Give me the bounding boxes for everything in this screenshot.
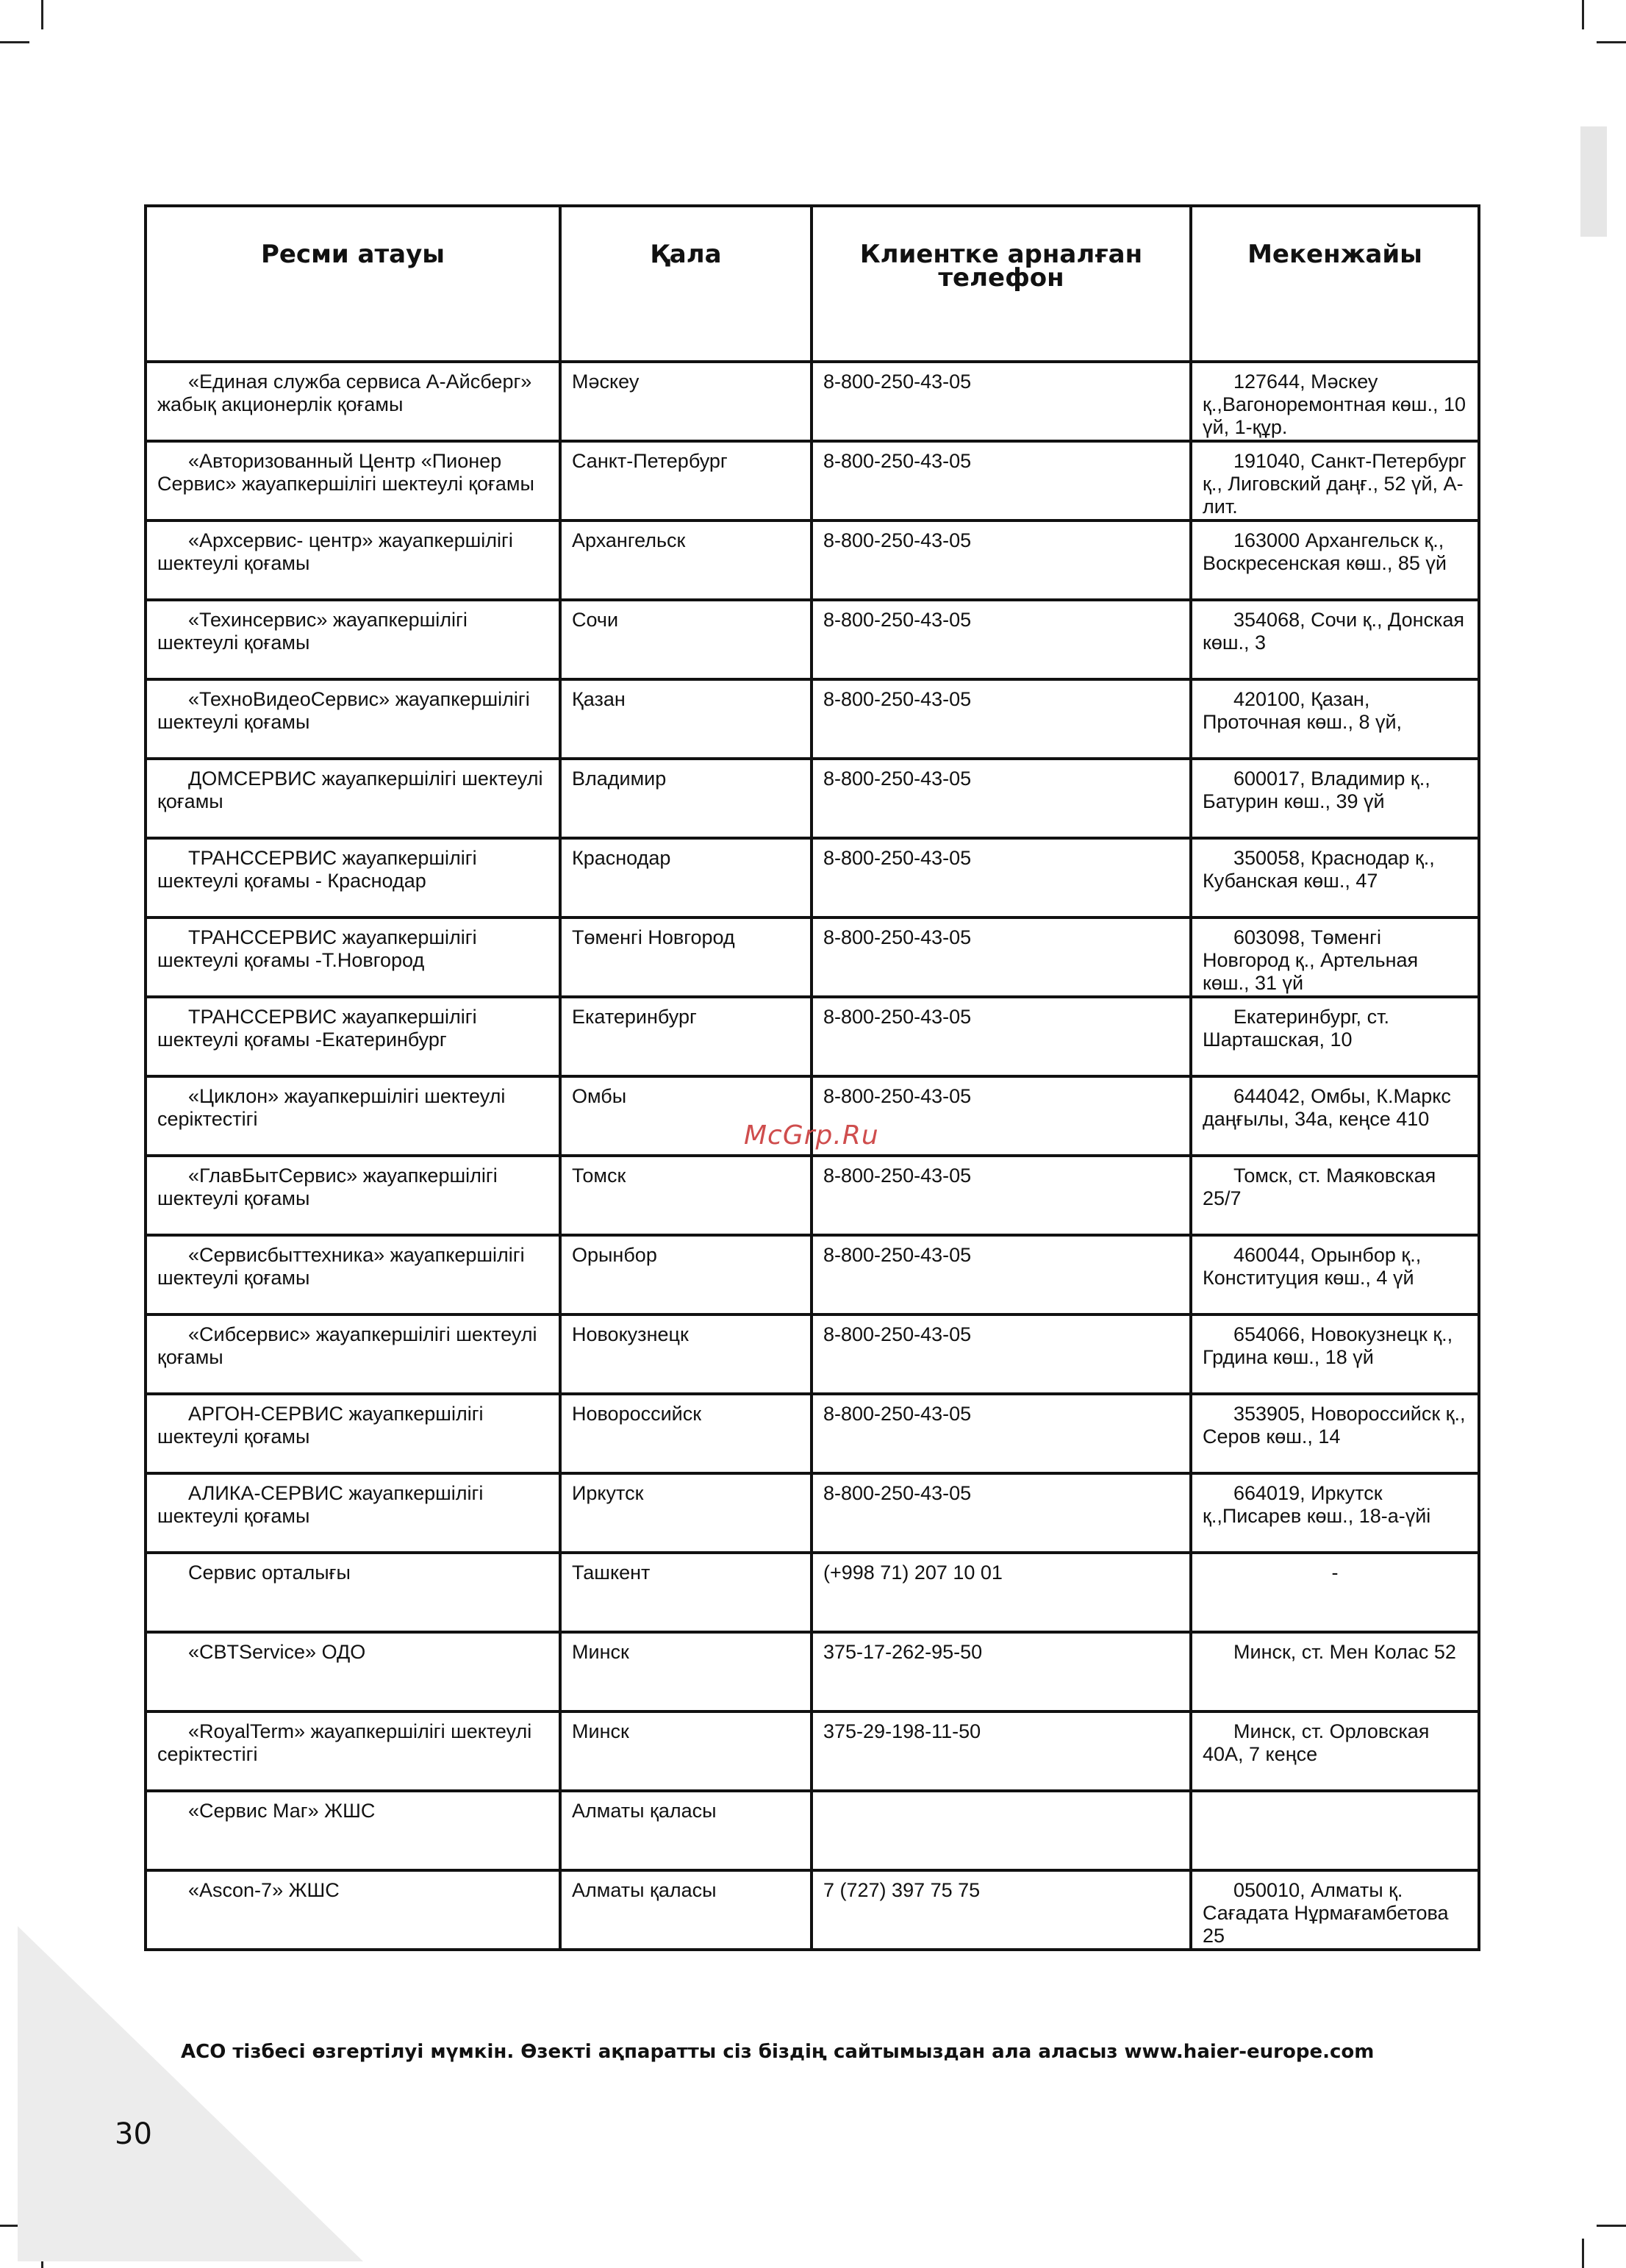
cell-city: Краснодар xyxy=(560,838,812,917)
cell-city: Қазан xyxy=(560,679,812,759)
cell-address: 664019, Иркутск қ.,Писарев көш., 18-а-үйі xyxy=(1191,1473,1479,1553)
cell-address: 191040, Санкт-Петербург қ., Лиговский даңғ., 52 үй, А-лит. xyxy=(1191,441,1479,521)
table-row xyxy=(146,600,1479,679)
header-official-name: Ресми атауы xyxy=(146,206,560,362)
cell-phone: 8-800-250-43-05 xyxy=(812,362,1191,441)
cell-address: 163000 Архангельск қ., Воскресенская көш., 85 үй xyxy=(1191,521,1479,600)
cell-phone: 8-800-250-43-05 xyxy=(812,838,1191,917)
footer-note: АСО тізбесі өзгертілуі мүмкін. Өзекті ақпаратты сіз біздің сайтымыздан ала аласыз www.haier-europe.com xyxy=(181,2041,1375,2063)
table-row xyxy=(146,1791,1479,1870)
cell-phone: 375-29-198-11-50 xyxy=(812,1711,1191,1791)
cell-name: «ГлавБытСервис» жауапкершілігі шектеулі қоғамы xyxy=(146,1156,560,1235)
cell-city: Минск xyxy=(560,1711,812,1791)
cell-name: «RoyalTerm» жауапкершілігі шектеулі серіктестігі xyxy=(146,1711,560,1791)
table-row xyxy=(146,838,1479,917)
crop-mark xyxy=(41,0,43,29)
cell-name: АРГОН-СЕРВИС жауапкершілігі шектеулі қоғамы xyxy=(146,1394,560,1473)
table-row xyxy=(146,1632,1479,1711)
cell-phone: 8-800-250-43-05 xyxy=(812,997,1191,1076)
cell-city: Орынбор xyxy=(560,1235,812,1314)
table-row xyxy=(146,1553,1479,1632)
cell-phone: (+998 71) 207 10 01 xyxy=(812,1553,1191,1632)
cell-address xyxy=(1191,1791,1479,1870)
cell-name: АЛИКА-СЕРВИС жауапкершілігі шектеулі қоғамы xyxy=(146,1473,560,1553)
cell-address: 644042, Омбы, К.Маркс даңғылы, 34а, кеңсе 410 xyxy=(1191,1076,1479,1156)
cell-name: «Сервис Маг» ЖШС xyxy=(146,1791,560,1870)
cell-city: Алматы қаласы xyxy=(560,1870,812,1950)
table-row xyxy=(146,1156,1479,1235)
cell-name: Сервис орталығы xyxy=(146,1553,560,1632)
cell-city: Новокузнецк xyxy=(560,1314,812,1394)
cell-name: ДОМСЕРВИС жауапкершілігі шектеулі қоғамы xyxy=(146,759,560,838)
table-row xyxy=(146,997,1479,1076)
cell-address: 460044, Орынбор қ., Конституция көш., 4 үй xyxy=(1191,1235,1479,1314)
cell-address: 654066, Новокузнецк қ., Грдина көш., 18 үй xyxy=(1191,1314,1479,1394)
cell-name: «Авторизованный Центр «Пионер Сервис» жауапкершілігі шектеулі қоғамы xyxy=(146,441,560,521)
cell-city: Томск xyxy=(560,1156,812,1235)
cell-address: 354068, Сочи қ., Донская көш., 3 xyxy=(1191,600,1479,679)
cell-phone: 8-800-250-43-05 xyxy=(812,1473,1191,1553)
cell-phone: 8-800-250-43-05 xyxy=(812,521,1191,600)
cell-address: 350058, Краснодар қ., Кубанская көш., 47 xyxy=(1191,838,1479,917)
cell-phone: 8-800-250-43-05 xyxy=(812,1314,1191,1394)
cell-name: ТРАНССЕРВИС жауапкершілігі шектеулі қоғамы -Екатеринбург xyxy=(146,997,560,1076)
cell-city: Новороссийск xyxy=(560,1394,812,1473)
cell-address: 050010, Алматы қ. Сағадата Нұрмағамбетова 25 xyxy=(1191,1870,1479,1950)
cell-city: Минск xyxy=(560,1632,812,1711)
cell-city: Иркутск xyxy=(560,1473,812,1553)
cell-address: 127644, Мәскеу қ.,Вагоноремонтная көш., 10 үй, 1-құр. xyxy=(1191,362,1479,441)
crop-mark xyxy=(1582,2239,1584,2268)
crop-mark xyxy=(1597,41,1626,43)
cell-phone: 8-800-250-43-05 xyxy=(812,1394,1191,1473)
cell-address: Томск, ст. Маяковская 25/7 xyxy=(1191,1156,1479,1235)
cell-city: Екатеринбург xyxy=(560,997,812,1076)
cell-city: Архангельск xyxy=(560,521,812,600)
table-row xyxy=(146,441,1479,521)
cell-city: Санкт-Петербург xyxy=(560,441,812,521)
table-row xyxy=(146,1314,1479,1394)
cell-city: Алматы қаласы xyxy=(560,1791,812,1870)
cell-address: - xyxy=(1191,1553,1479,1632)
table-row xyxy=(146,1870,1479,1950)
crop-mark xyxy=(0,41,29,43)
cell-name: «Циклон» жауапкершілігі шектеулі серіктестігі xyxy=(146,1076,560,1156)
cell-name: «Архсервис- центр» жауапкершілігі шектеулі қоғамы xyxy=(146,521,560,600)
cell-city: Омбы xyxy=(560,1076,812,1156)
cell-name: «Сервисбыттехника» жауапкершілігі шектеулі қоғамы xyxy=(146,1235,560,1314)
table-row xyxy=(146,1394,1479,1473)
table-header-row xyxy=(146,206,1479,362)
service-centers-table xyxy=(144,204,1480,1951)
cell-name: «Единая служба сервиса А-Айсберг» жабық акционерлік қоғамы xyxy=(146,362,560,441)
header-city: Қала xyxy=(560,206,812,362)
cell-phone: 8-800-250-43-05 xyxy=(812,679,1191,759)
cell-phone: 375-17-262-95-50 xyxy=(812,1632,1191,1711)
crop-mark xyxy=(1597,2225,1626,2227)
cell-address: Екатеринбург, ст. Шарташская, 10 xyxy=(1191,997,1479,1076)
header-phone: Клиентке арналған телефон xyxy=(812,206,1191,362)
table-row xyxy=(146,759,1479,838)
cell-name: «CBTService» ОДО xyxy=(146,1632,560,1711)
cell-phone: 8-800-250-43-05 xyxy=(812,441,1191,521)
table-row xyxy=(146,1235,1479,1314)
cell-name: «Сибсервис» жауапкершілігі шектеулі қоғамы xyxy=(146,1314,560,1394)
cell-address: Минск, ст. Орловская 40А, 7 кеңсе xyxy=(1191,1711,1479,1791)
table-row xyxy=(146,1711,1479,1791)
cell-phone: 8-800-250-43-05 xyxy=(812,1076,1191,1156)
cell-city: Төменгі Новгород xyxy=(560,917,812,997)
watermark: McGrp.Ru xyxy=(744,1120,879,1151)
cell-city: Сочи xyxy=(560,600,812,679)
page-side-tab xyxy=(1580,126,1607,237)
table-row xyxy=(146,521,1479,600)
cell-address: 420100, Қазан, Проточная көш., 8 үй, xyxy=(1191,679,1479,759)
table-row xyxy=(146,917,1479,997)
cell-name: «ТехноВидеоСервис» жауапкершілігі шектеулі қоғамы xyxy=(146,679,560,759)
cell-phone: 8-800-250-43-05 xyxy=(812,1235,1191,1314)
cell-city: Ташкент xyxy=(560,1553,812,1632)
cell-name: «Техинсервис» жауапкершілігі шектеулі қоғамы xyxy=(146,600,560,679)
cell-name: ТРАНССЕРВИС жауапкершілігі шектеулі қоғамы -Т.Новгород xyxy=(146,917,560,997)
crop-mark xyxy=(1582,0,1584,29)
cell-address: Минск, ст. Мен Колас 52 xyxy=(1191,1632,1479,1711)
cell-name: ТРАНССЕРВИС жауапкершілігі шектеулі қоғамы - Краснодар xyxy=(146,838,560,917)
cell-phone: 8-800-250-43-05 xyxy=(812,917,1191,997)
page-corner-decoration xyxy=(18,1926,363,2261)
page-number: 30 xyxy=(115,2117,152,2151)
cell-address: 353905, Новороссийск қ., Серов көш., 14 xyxy=(1191,1394,1479,1473)
table-row xyxy=(146,1473,1479,1553)
table-row xyxy=(146,362,1479,441)
table-row xyxy=(146,679,1479,759)
cell-phone: 8-800-250-43-05 xyxy=(812,759,1191,838)
cell-phone: 7 (727) 397 75 75 xyxy=(812,1870,1191,1950)
cell-phone: 8-800-250-43-05 xyxy=(812,1156,1191,1235)
cell-phone xyxy=(812,1791,1191,1870)
cell-address: 603098, Төменгі Новгород қ., Артельная көш., 31 үй xyxy=(1191,917,1479,997)
cell-phone: 8-800-250-43-05 xyxy=(812,600,1191,679)
cell-name: «Ascon-7» ЖШС xyxy=(146,1870,560,1950)
cell-city: Мәскеу xyxy=(560,362,812,441)
header-address: Мекенжайы xyxy=(1191,206,1479,362)
cell-address: 600017, Владимир қ., Батурин көш., 39 үй xyxy=(1191,759,1479,838)
cell-city: Владимир xyxy=(560,759,812,838)
